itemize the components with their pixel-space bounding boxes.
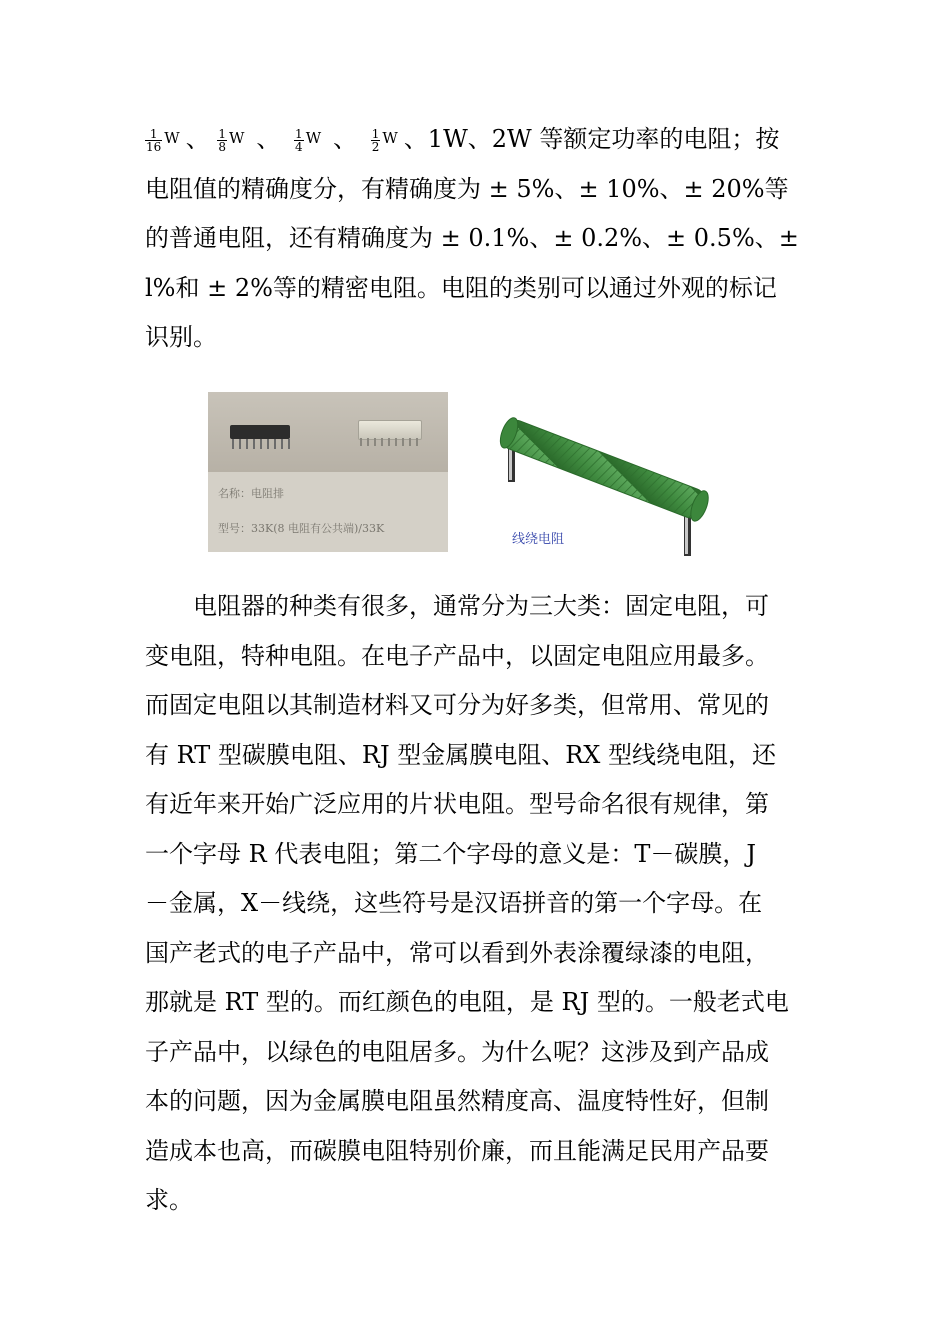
- resistor-network-photo: [208, 392, 448, 552]
- wirewound-caption: 线绕电阻: [512, 532, 565, 547]
- separator: 、: [185, 125, 210, 153]
- paragraph-resistor-types: [145, 582, 815, 1226]
- dark-resistor-network-chip: [230, 425, 290, 439]
- paragraph-line: －金属，X－线绕，这些符号是汉语拼音的第一个字母。在: [145, 889, 763, 917]
- separator: 、: [333, 125, 358, 153]
- paragraph-line: 求。: [145, 1186, 193, 1214]
- paragraph-line: 国产老式的电子产品中，常可以看到外表涂覆绿漆的电阻，: [145, 938, 769, 967]
- paragraph-line: 造成本也高，而碳膜电阻特别价廉，而且能满足民用产品要: [145, 1136, 769, 1165]
- photo-name-caption: 名称：电阻排: [218, 487, 284, 500]
- unit-w: W: [382, 129, 398, 147]
- wirewound-resistor-figure: [488, 408, 738, 568]
- photo-caption-area: [208, 472, 448, 552]
- paragraph-line: 一个字母 R 代表电阻；第二个字母的意义是：T－碳膜，J: [145, 839, 756, 868]
- unit-w: W: [164, 129, 180, 147]
- paragraph-power-precision: [145, 114, 815, 363]
- paragraph-line: 的普通电阻，还有精确度为 ± 0.1%、± 0.2%、± 0.5%、±: [145, 224, 799, 252]
- paragraph-line: 电阻值的精确度分，有精确度为 ± 5%、± 10%、± 20%等: [145, 174, 789, 203]
- separator: 、: [256, 125, 281, 153]
- paragraph-line: 而固定电阻以其制造材料又可分为好多类，但常用、常见的: [145, 691, 769, 719]
- paragraph-line: 本的问题，因为金属膜电阻虽然精度高、温度特性好，但制: [145, 1087, 769, 1115]
- paragraph-line: 变电阻，特种电阻。在电子产品中，以固定电阻应用最多。: [145, 641, 769, 670]
- paragraph-line: 识别。: [145, 323, 217, 351]
- fraction-1-4: $\frac{1}{4}$: [295, 127, 303, 154]
- paragraph-line: 电阻器的种类有很多，通常分为三大类：固定电阻，可: [145, 592, 769, 620]
- paragraph-line: 那就是 RT 型的。而红颜色的电阻，是 RJ 型的。一般老式电: [145, 988, 789, 1016]
- paragraph-line: 有近年来开始广泛应用的片状电阻。型号命名很有规律，第: [145, 790, 769, 818]
- unit-w: W: [305, 129, 322, 147]
- paragraph-line: l%和 ± 2%等的精密电阻。电阻的类别可以通过外观的标记: [145, 273, 777, 302]
- light-resistor-network-chip: [358, 420, 422, 440]
- chip-pins: [232, 439, 290, 449]
- paragraph-line: 子产品中，以绿色的电阻居多。为什么呢？这涉及到产品成: [145, 1037, 769, 1066]
- paragraph-line: 有 RT 型碳膜电阻、RJ 型金属膜电阻、RX 型线绕电阻，还: [145, 740, 777, 769]
- paragraph-line: [145, 114, 815, 165]
- paragraph-text: 、1W、2W 等额定功率的电阻；按: [403, 125, 780, 153]
- resistor-body: [497, 415, 712, 523]
- fraction-1-8: $\frac{1}{8}$: [218, 127, 226, 154]
- fraction-1-16: $\frac{1}{16}$: [146, 127, 162, 154]
- fraction-1-2: $\frac{1}{2}$: [371, 127, 380, 154]
- photo-model-caption: 型号：33K(8 电阻有公共端)/33K: [218, 522, 385, 535]
- unit-w: W: [228, 129, 245, 147]
- chip-pins: [360, 438, 420, 446]
